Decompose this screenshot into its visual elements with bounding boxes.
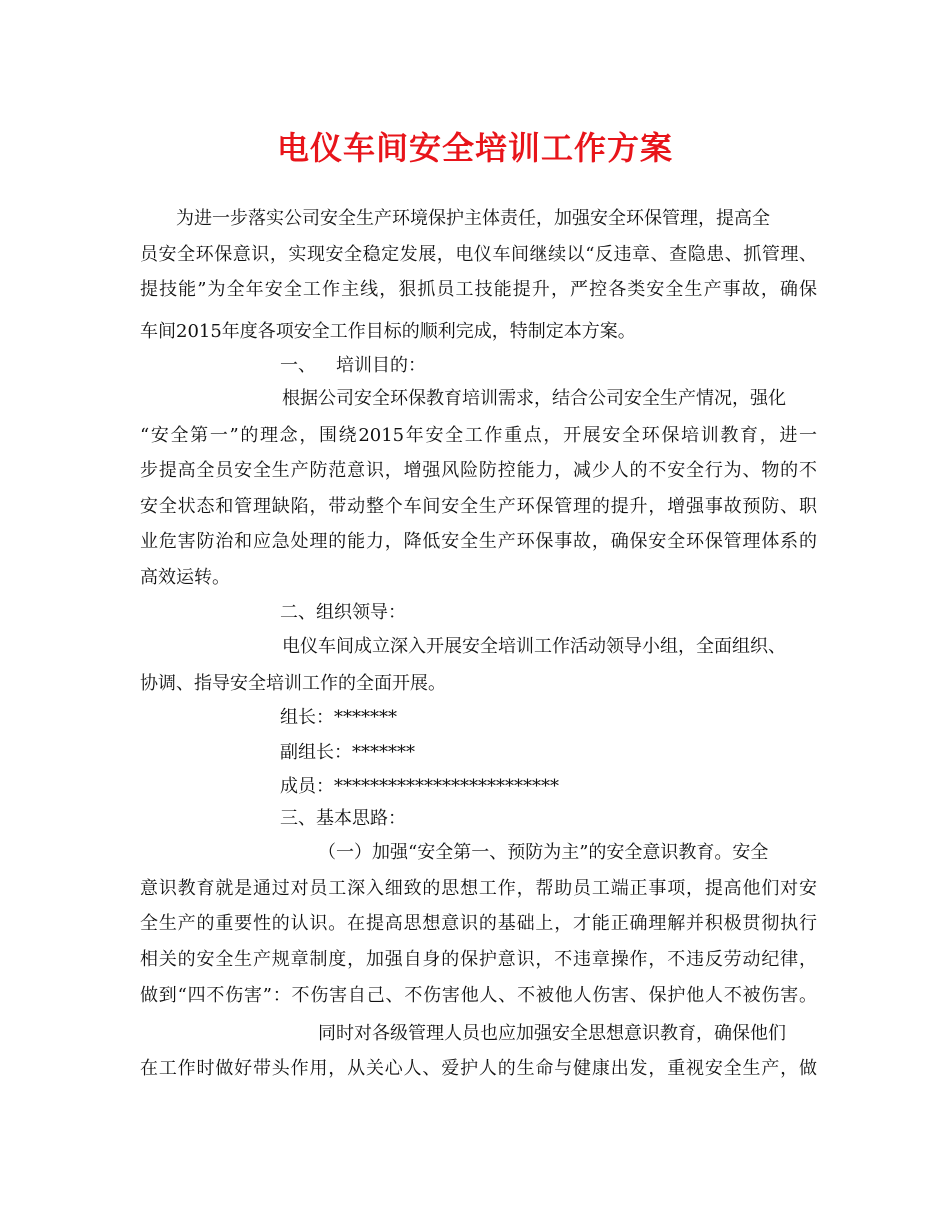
text-line: 高效运转。 <box>140 567 230 588</box>
text-line: 车间2015年度各项安全工作目标的顺利完成，特制定本方案。 <box>140 321 636 342</box>
text-line: 安全状态和管理缺陷，带动整个车间安全生产环保管理的提升，增强事故预防、职 <box>140 496 817 517</box>
section-heading: 二、组织领导： <box>280 602 406 623</box>
text-line: 同时对各级管理人员也应加强安全思想意识教育，确保他们 <box>318 1023 786 1044</box>
text-line: 相关的安全生产规章制度，加强自身的保护意识，不违章操作，不违反劳动纪律， <box>140 949 817 970</box>
section-number: 一、 <box>280 355 316 376</box>
text-line: 步提高全员安全生产防范意识，增强风险防控能力，减少人的不安全行为、物的不 <box>140 460 817 481</box>
text-line: “安全第一”的理念，围绕2015年安全工作重点，开展安全环保培训教育，进一 <box>140 425 817 446</box>
text-line: 员安全环保意识，实现安全稳定发展，电仪车间继续以“反违章、查隐患、抓管理、 <box>140 244 817 265</box>
text-line: 提技能”为全年安全工作主线，狠抓员工技能提升，严控各类安全生产事故，确保 <box>140 279 817 300</box>
text-line: 业危害防治和应急处理的能力，降低安全生产环保事故，确保安全环保管理体系的 <box>140 531 817 552</box>
team-leader: 组长：******* <box>280 707 397 728</box>
text-line: 为进一步落实公司安全生产环境保护主体责任，加强安全环保管理，提高全 <box>176 208 770 229</box>
section-heading: 培训目的： <box>336 355 426 376</box>
text-line: 全生产的重要性的认识。在提高思想意识的基础上，才能正确理解并积极贯彻执行 <box>140 913 817 934</box>
text-line: 在工作时做好带头作用，从关心人、爱护人的生命与健康出发，重视安全生产，做 <box>140 1058 817 1079</box>
text-line: 根据公司安全环保教育培训需求，结合公司安全生产情况，强化 <box>282 388 786 409</box>
team-members: 成员：************************* <box>280 776 559 797</box>
section-heading: 三、基本思路： <box>280 808 406 829</box>
text-line: 做到“四不伤害”：不伤害自己、不伤害他人、不被他人伤害、保护他人不被伤害。 <box>140 985 817 1006</box>
text-line: 意识教育就是通过对员工深入细致的思想工作，帮助员工端正事项，提高他们对安 <box>140 878 817 899</box>
text-line: 协调、指导安全培训工作的全面开展。 <box>140 673 446 694</box>
document-title: 电仪车间安全培训工作方案 <box>276 129 673 167</box>
deputy-leader: 副组长：******* <box>280 742 415 763</box>
text-line: 电仪车间成立深入开展安全培训工作活动领导小组，全面组织、 <box>282 636 786 657</box>
text-line: （一）加强“安全第一、预防为主”的安全意识教育。安全 <box>318 842 769 863</box>
